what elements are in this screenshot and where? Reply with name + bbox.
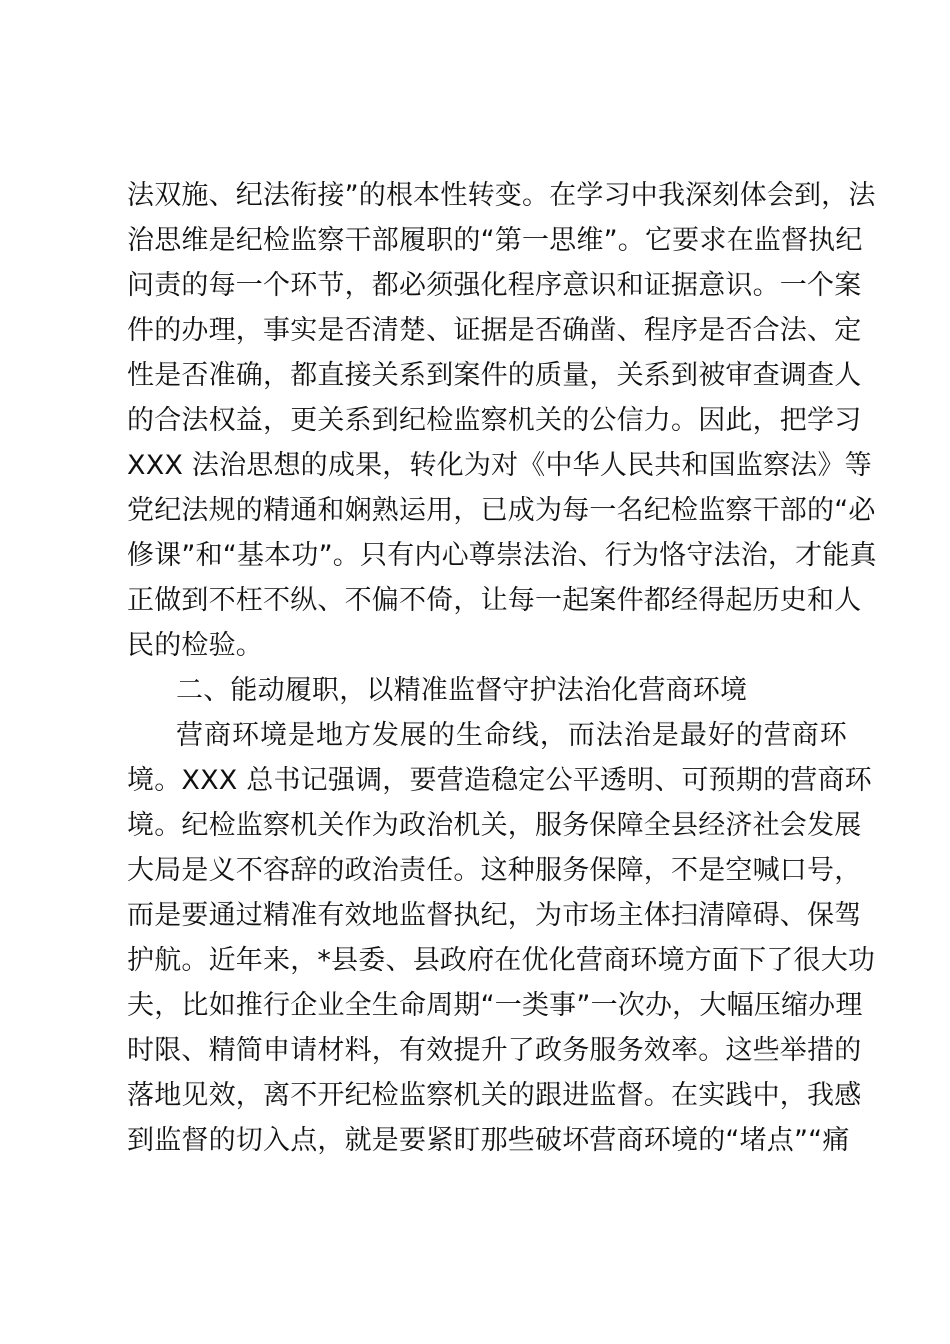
body-text-line: 性是否准确，都直接关系到案件的质量，关系到被审查调查人 bbox=[127, 360, 862, 391]
body-text-line: 大局是义不容辞的政治责任。这种服务保障，不是空喊口号， bbox=[127, 855, 862, 886]
body-text-line: 的合法权益，更关系到纪检监察机关的公信力。因此，把学习 bbox=[127, 405, 862, 436]
body-text-line: 而是要通过精准有效地监督执纪，为市场主体扫清障碍、保驾 bbox=[127, 900, 862, 931]
body-text-line: 夫，比如推行企业全生命周期“一类事”一次办，大幅压缩办理 bbox=[127, 990, 863, 1021]
section-heading: 二、能动履职，以精准监督守护法治化营商环境 bbox=[176, 675, 748, 706]
body-text-line: 落地见效，离不开纪检监察机关的跟进监督。在实践中，我感 bbox=[127, 1080, 862, 1111]
body-text-line: 正做到不枉不纵、不偏不倚，让每一起案件都经得起历史和人 bbox=[127, 585, 862, 616]
body-text-line: 护航。近年来，*县委、县政府在优化营商环境方面下了很大功 bbox=[127, 945, 876, 976]
body-text-line: 境。纪检监察机关作为政治机关，服务保障全县经济社会发展 bbox=[127, 810, 862, 841]
body-text-line: 治思维是纪检监察干部履职的“第一思维”。它要求在监督执纪 bbox=[127, 225, 863, 256]
body-text-line: 时限、精简申请材料，有效提升了政务服务效率。这些举措的 bbox=[127, 1035, 862, 1066]
body-text-line: 到监督的切入点，就是要紧盯那些破坏营商环境的“堵点”“痛 bbox=[127, 1125, 850, 1156]
body-text-line: XXX 法治思想的成果，转化为对《中华人民共和国监察法》等 bbox=[127, 450, 872, 481]
body-text-line: 党纪法规的精通和娴熟运用，已成为每一名纪检监察干部的“必 bbox=[127, 495, 876, 526]
body-text-line: 境。XXX 总书记强调，要营造稳定公平透明、可预期的营商环 bbox=[127, 765, 872, 796]
body-text-line: 民的检验。 bbox=[127, 630, 263, 661]
body-text-line: 修课”和“基本功”。只有内心尊崇法治、行为恪守法治，才能真 bbox=[127, 540, 877, 571]
body-text-line: 法双施、纪法衔接”的根本性转变。在学习中我深刻体会到，法 bbox=[127, 180, 876, 211]
body-text-line: 件的办理，事实是否清楚、证据是否确凿、程序是否合法、定 bbox=[127, 315, 862, 346]
body-text-line: 问责的每一个环节，都必须强化程序意识和证据意识。一个案 bbox=[127, 270, 862, 301]
body-text-line: 营商环境是地方发展的生命线，而法治是最好的营商环 bbox=[176, 720, 847, 751]
